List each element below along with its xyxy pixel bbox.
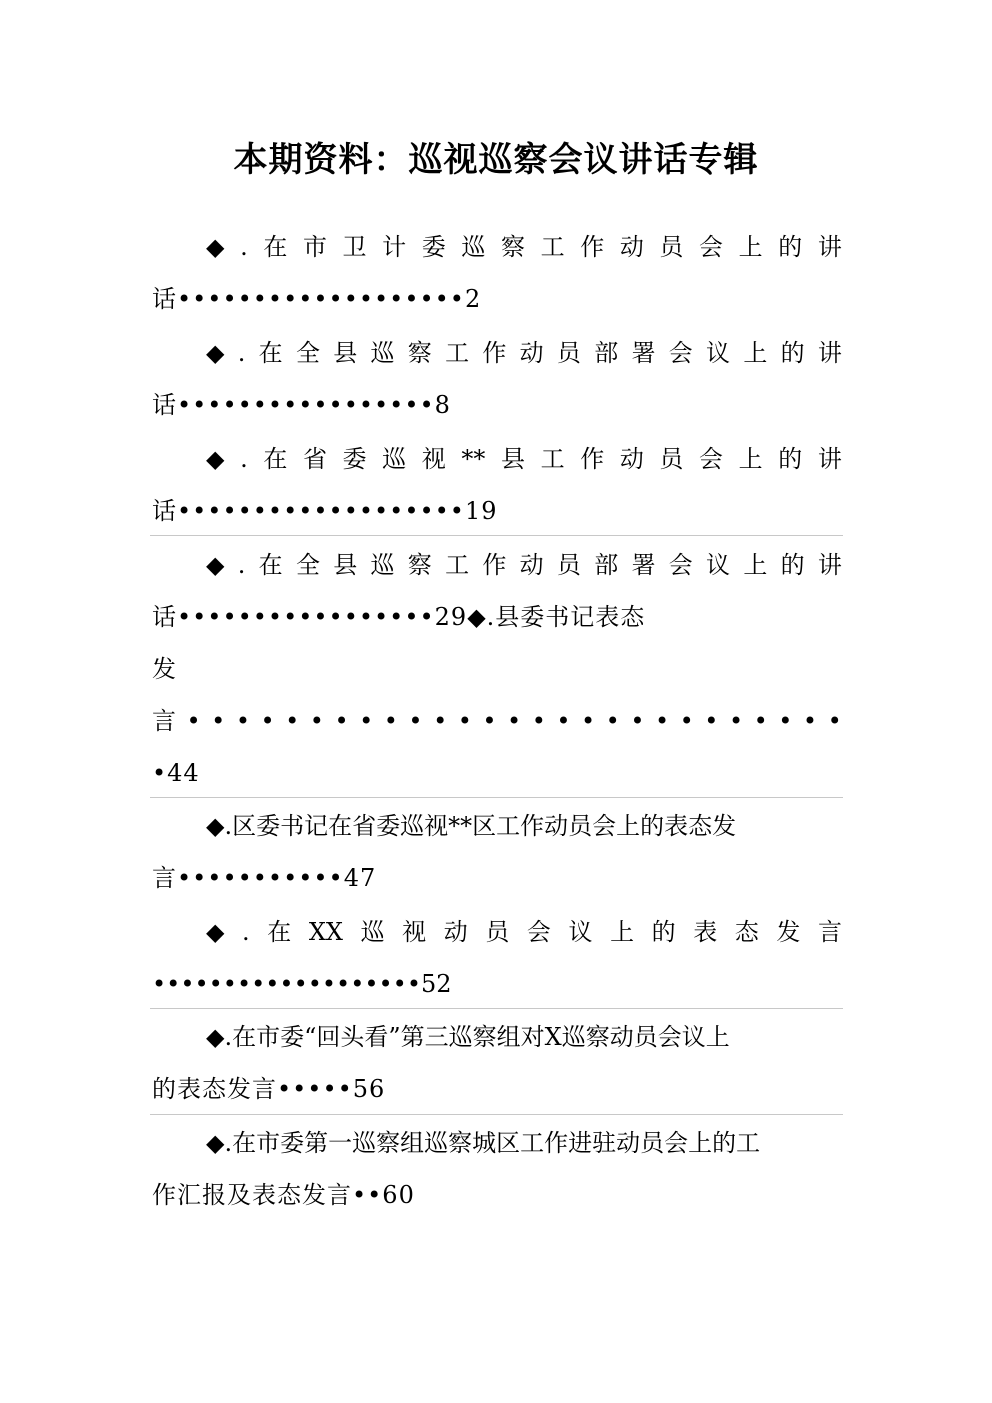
- toc-entry-4-line1: [206, 550, 842, 580]
- toc-char: 动: [519, 339, 544, 367]
- toc-char: •: [433, 707, 448, 735]
- toc-char: 会: [699, 233, 724, 261]
- toc-char: •: [753, 707, 768, 735]
- toc-char: 会: [668, 551, 693, 579]
- toc-char: 讲: [817, 233, 842, 261]
- toc-char: •: [260, 707, 275, 735]
- toc-char: 上: [743, 551, 768, 579]
- toc-char: 视: [421, 445, 446, 473]
- page-title: 本期资料：巡视巡察会议讲话专辑: [233, 140, 759, 180]
- toc-char: 讲: [817, 551, 842, 579]
- toc-char: 署: [631, 339, 656, 367]
- toc-char: 巡: [382, 445, 407, 473]
- toc-char: ◆: [206, 339, 225, 367]
- toc-char: •: [802, 707, 818, 735]
- toc-char: 的: [778, 445, 803, 473]
- toc-char: 表: [693, 918, 718, 946]
- toc-entry-1-line2: 话•••••••••••••••••••2: [152, 285, 482, 313]
- toc-entry-2-line2: 话•••••••••••••••••8: [152, 391, 451, 419]
- toc-char: .: [237, 551, 246, 579]
- toc-char: 作: [580, 233, 605, 261]
- toc-char: 动: [619, 233, 644, 261]
- toc-char: 县: [333, 339, 358, 367]
- toc-char: 上: [738, 233, 763, 261]
- toc-char: 巡: [461, 233, 486, 261]
- toc-char: 巡: [360, 918, 385, 946]
- toc-char: 委: [421, 233, 446, 261]
- toc-char: 员: [659, 233, 684, 261]
- toc-char: 在: [258, 551, 283, 579]
- toc-char: 讲: [817, 445, 842, 473]
- toc-char: •: [827, 707, 842, 735]
- toc-char: 察: [500, 233, 525, 261]
- toc-char: 省: [302, 445, 327, 473]
- toc-char: 全: [295, 551, 320, 579]
- divider-4: [150, 1114, 843, 1115]
- toc-char: ◆: [206, 445, 225, 473]
- toc-char: 部: [594, 339, 619, 367]
- toc-char: ◆: [206, 233, 225, 261]
- toc-char: 的: [780, 339, 805, 367]
- toc-char: •: [778, 707, 793, 735]
- toc-char: .: [240, 233, 248, 261]
- toc-char: 工: [445, 551, 470, 579]
- toc-char: •: [531, 707, 546, 735]
- toc-char: 动: [443, 918, 468, 946]
- toc-char: •: [704, 707, 719, 735]
- toc-char: 员: [556, 551, 581, 579]
- toc-char: 在: [263, 445, 288, 473]
- toc-entry-2-line1: [206, 338, 842, 368]
- divider-2: [150, 797, 843, 798]
- toc-entry-7-line1: ◆.在市委“回头看”第三巡察组对X巡察动员会议上: [206, 1023, 730, 1051]
- toc-char: 会: [668, 339, 693, 367]
- toc-char: 在: [267, 918, 292, 946]
- toc-char: 部: [594, 551, 619, 579]
- toc-char: 员: [556, 339, 581, 367]
- toc-char: 察: [407, 339, 432, 367]
- toc-entry-1-line1: [206, 232, 842, 262]
- toc-char: 动: [619, 445, 644, 473]
- toc-char: •: [679, 707, 694, 735]
- toc-entry-4-line2: 话•••••••••••••••••29◆.县委书记表态: [152, 603, 646, 631]
- toc-char: 言: [817, 918, 842, 946]
- toc-char: 的: [651, 918, 676, 946]
- toc-char: 发: [776, 918, 801, 946]
- toc-char: 员: [485, 918, 510, 946]
- toc-char: •: [186, 707, 201, 735]
- toc-char: 巡: [370, 339, 395, 367]
- toc-char: **: [461, 445, 486, 473]
- toc-char: •: [285, 707, 300, 735]
- toc-char: 会: [699, 445, 724, 473]
- toc-char: 员: [659, 445, 684, 473]
- toc-char: •: [235, 707, 250, 735]
- toc-char: 工: [540, 233, 565, 261]
- toc-char: •: [605, 707, 620, 735]
- toc-char: 全: [295, 339, 320, 367]
- toc-char: 在: [258, 339, 283, 367]
- toc-entry-6-line2: •••••••••••••••••••52: [152, 970, 452, 998]
- toc-char: 动: [519, 551, 544, 579]
- toc-char: 县: [333, 551, 358, 579]
- toc-char: ◆: [206, 918, 225, 946]
- toc-entry-3-line1: [206, 444, 842, 474]
- toc-char: 讲: [817, 339, 842, 367]
- toc-char: 上: [738, 445, 763, 473]
- toc-entry-8-line2: 作汇报及表态发言••60: [152, 1181, 415, 1209]
- toc-char: •: [556, 707, 571, 735]
- toc-char: •: [334, 707, 349, 735]
- toc-entry-7-line2: 的表态发言•••••56: [152, 1075, 386, 1103]
- toc-char: 委: [342, 445, 367, 473]
- toc-char: •: [408, 707, 423, 735]
- divider-1: [150, 535, 843, 536]
- toc-char: XX: [308, 918, 344, 946]
- toc-char: 议: [568, 918, 593, 946]
- toc-entry-6-line1: [206, 917, 842, 947]
- toc-char: •: [309, 707, 324, 735]
- toc-char: •: [581, 707, 596, 735]
- toc-char: 作: [482, 339, 507, 367]
- toc-char: .: [237, 339, 246, 367]
- toc-char: 作: [482, 551, 507, 579]
- toc-char: 视: [402, 918, 427, 946]
- toc-char: ◆: [206, 551, 225, 579]
- toc-char: •: [482, 707, 497, 735]
- toc-char: 议: [706, 339, 731, 367]
- toc-char: 议: [706, 551, 731, 579]
- toc-char: 巡: [370, 551, 395, 579]
- toc-entry-4-line4: [152, 706, 842, 736]
- toc-char: 的: [778, 233, 803, 261]
- toc-char: 市: [302, 233, 327, 261]
- toc-char: 的: [780, 551, 805, 579]
- toc-char: 在: [263, 233, 288, 261]
- toc-char: •: [654, 707, 670, 735]
- toc-char: 工: [445, 339, 470, 367]
- toc-char: 上: [743, 339, 768, 367]
- toc-char: 态: [734, 918, 759, 946]
- toc-char: .: [240, 445, 248, 473]
- toc-char: 察: [407, 551, 432, 579]
- toc-char: •: [359, 707, 374, 735]
- toc-entry-4-line3: 发: [152, 655, 176, 683]
- toc-char: 卫: [342, 233, 367, 261]
- toc-char: 计: [382, 233, 407, 261]
- toc-entry-5-line1: ◆.区委书记在省委巡视**区工作动员会上的表态发: [206, 812, 737, 840]
- toc-entry-5-line2: 言•••••••••••47: [152, 864, 377, 892]
- toc-char: 上: [610, 918, 635, 946]
- toc-char: 县: [500, 445, 525, 473]
- toc-char: 会: [526, 918, 551, 946]
- toc-char: •: [728, 707, 744, 735]
- toc-char: 工: [540, 445, 565, 473]
- divider-3: [150, 1008, 843, 1009]
- toc-entry-3-line2: 话•••••••••••••••••••19: [152, 497, 498, 525]
- toc-char: 署: [631, 551, 656, 579]
- toc-char: •: [383, 707, 398, 735]
- toc-entry-8-line1: ◆.在市委第一巡察组巡察城区工作进驻动员会上的工: [206, 1129, 761, 1157]
- toc-char: •: [507, 707, 522, 735]
- toc-char: •: [457, 707, 472, 735]
- toc-char: •: [630, 707, 645, 735]
- toc-char: 作: [580, 445, 605, 473]
- toc-char: •: [211, 707, 226, 735]
- toc-char: .: [242, 918, 250, 946]
- toc-entry-4-line5: •44: [152, 759, 200, 787]
- toc-char: 言: [152, 707, 176, 735]
